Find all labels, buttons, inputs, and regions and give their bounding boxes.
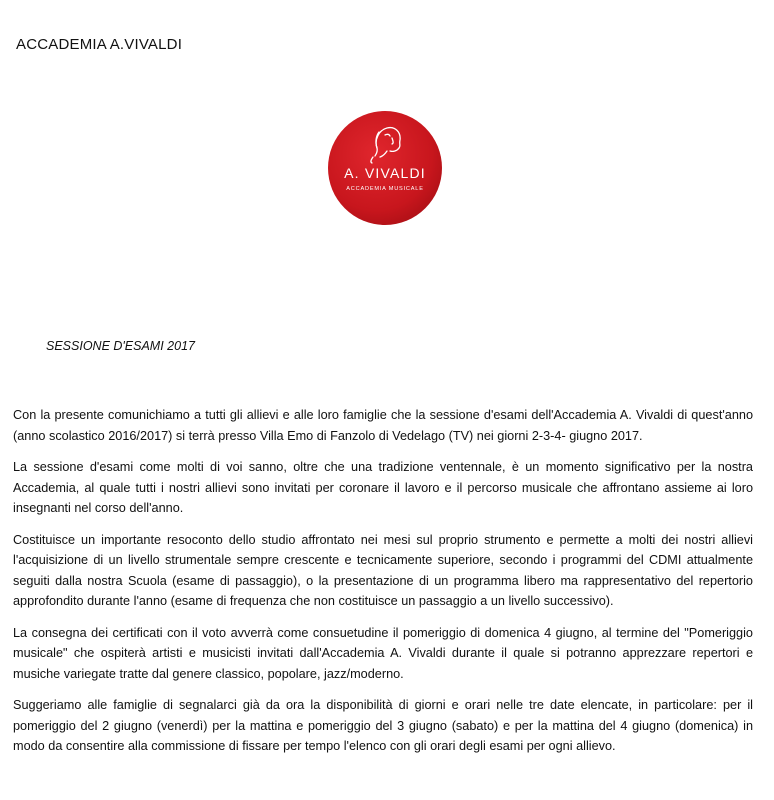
paragraph: Suggeriamo alle famiglie di segnalarci già da ora la disponibilità di giorni e orari nelle tre date elencate, in particolare: per il pomeriggio del 2 giugno (venerdì) per la mattina e pomeriggio del 3 giugno (sabato) e per la mattina del 4 giugno (domenica) in modo da consentire alla commissione di fissare per tempo l'elenco con gli orari degli esami per ogni allievo. [13, 698, 753, 753]
paragraph: Con la presente comunichiamo a tutti gli allievi e alle loro famiglie che la sessione d'esami dell'Accademia A. Vivaldi di quest'anno (anno scolastico 2016/2017) si terrà presso Villa Emo di Fanzolo di Vedelago (TV) nei giorni 2-3-4- giugno 2017. [13, 408, 753, 443]
paragraph: La consegna dei certificati con il voto avverrà come consuetudine il pomeriggio di domenica 4 giugno, al termine del "Pomeriggio musicale" che ospiterà artisti e musicisti invitati dall'Accademia A. Vivaldi durante il quale si potranno apprezzare repertori e musiche variegate tratte dal genere classico, popolare, jazz/moderno. [13, 625, 753, 681]
academy-logo [327, 110, 443, 226]
logo-name: A. VIVALDI [344, 165, 426, 181]
paragraph: Costituisce un importante resoconto dello studio affrontato nei mesi sul proprio strumento e permette a molti dei nostri allievi l'acquisizione di un livello strumentale sempre crescente e tecnicamente superiore, secondo i programmi del CDMI attualmente seguiti dalla nostra Scuola (esame di passaggio), o la presentazione di un programma libero ma rappresentativo del repertorio approfondito durante l'anno (esame di frequenza che non costituisce un passaggio a un livello successivo). [13, 532, 753, 608]
logo-subtitle: ACCADEMIA MUSICALE [346, 186, 424, 192]
paragraph: La sessione d'esami come molti di voi sanno, oltre che una tradizione ventennale, è un momento significativo per la nostra Accademia, al quale tutti i nostri allievi sono invitati per coronare il lavoro e il percorso musicale che affrontano assieme ai loro insegnanti nel corso dell'anno. [13, 460, 753, 515]
letter-body [13, 405, 753, 768]
section-heading: SESSIONE D'ESAMI 2017 [46, 339, 195, 353]
document-header-title: ACCADEMIA A.VIVALDI [16, 36, 183, 53]
logo-svg [327, 110, 443, 226]
